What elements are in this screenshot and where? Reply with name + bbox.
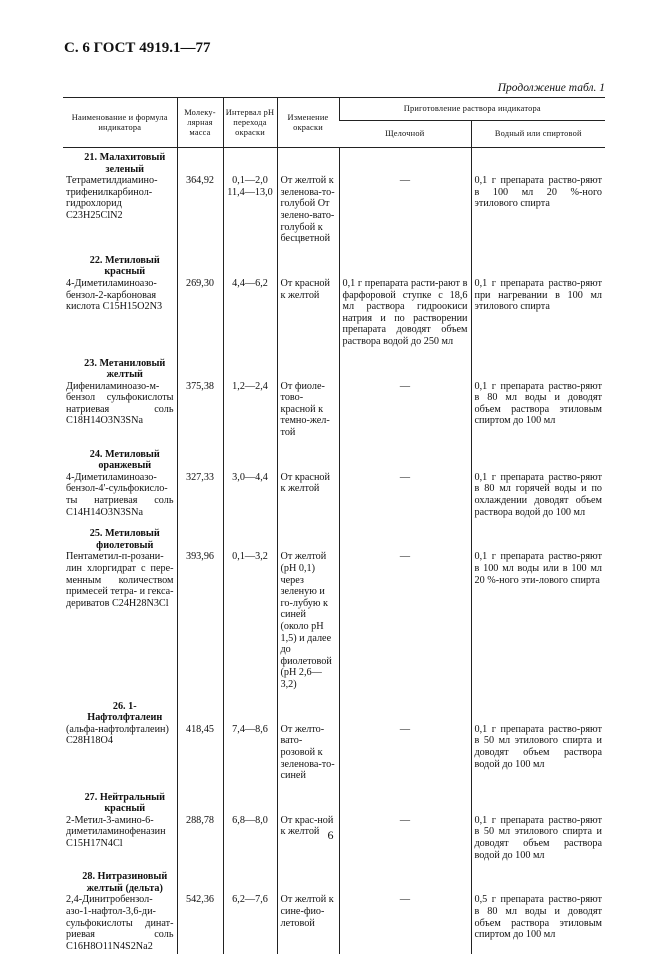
col-header-change: Изменение окраски bbox=[277, 98, 339, 148]
empty-cell bbox=[223, 445, 277, 472]
empty-cell bbox=[339, 697, 471, 724]
empty-cell bbox=[339, 148, 471, 176]
water-alcohol-preparation: 0,1 г препарата раство-ряют в 50 мл этилового спирта и доводят объем раствора водой до 100 мл bbox=[471, 724, 605, 788]
indicator-table bbox=[63, 97, 605, 954]
molecular-mass: 418,45 bbox=[177, 724, 223, 788]
indicator-title-text: 25. Метиловый фиолетовый bbox=[89, 528, 160, 551]
molecular-mass: 375,38 bbox=[177, 381, 223, 445]
ph-interval: 3,0—4,4 bbox=[223, 472, 277, 524]
empty-cell bbox=[339, 524, 471, 551]
table-row-title bbox=[63, 251, 605, 278]
table-row-title bbox=[63, 354, 605, 381]
indicator-title-text: 21. Малахитовый зеленый bbox=[84, 152, 166, 175]
molecular-mass: 288,78 bbox=[177, 815, 223, 867]
indicator-name-formula: Дифениламиноазо-м-бензол сульфокислоты натриевая соль C18H14O3N3SNa bbox=[66, 380, 174, 427]
col-header-name: Наименование и формула индикатора bbox=[63, 98, 177, 148]
page-header: С. 6 ГОСТ 4919.1—77 bbox=[64, 40, 211, 56]
empty-cell bbox=[177, 251, 223, 278]
indicator-title bbox=[63, 354, 177, 381]
empty-cell bbox=[277, 524, 339, 551]
indicator-name-formula: 2,4-Динитробензол-азо-1-нафтол-3,6-ди-сульфокислоты динат-риевая соль C16H8O11N4S2Na2 bbox=[66, 894, 174, 952]
alkaline-preparation: — bbox=[339, 724, 471, 788]
empty-cell bbox=[277, 697, 339, 724]
empty-cell bbox=[277, 445, 339, 472]
empty-cell bbox=[277, 867, 339, 894]
color-change: От желтой к зеленова-то-голубой От зелено-вато-голубой к бесцветной bbox=[277, 175, 339, 251]
empty-cell bbox=[339, 445, 471, 472]
empty-cell bbox=[177, 445, 223, 472]
molecular-mass: 364,92 bbox=[177, 175, 223, 251]
table-row-title bbox=[63, 697, 605, 724]
empty-cell bbox=[177, 524, 223, 551]
col-header-ph: Интервал pH перехода окраски bbox=[223, 98, 277, 148]
table-row bbox=[63, 472, 605, 524]
empty-cell bbox=[471, 148, 605, 176]
empty-cell bbox=[339, 354, 471, 381]
ph-interval: 0,1—2,0 11,4—13,0 bbox=[223, 175, 277, 251]
table-continuation-note: Продолжение табл. 1 bbox=[497, 82, 605, 94]
indicator-title bbox=[63, 251, 177, 278]
water-alcohol-preparation: 0,1 г препарата раство-ряют в 80 мл воды и доводят объем раствора этиловым спиртом до 100 мл bbox=[471, 381, 605, 445]
empty-cell bbox=[223, 788, 277, 815]
empty-cell bbox=[177, 148, 223, 176]
color-change: От крас-ной к желтой bbox=[277, 815, 339, 867]
empty-cell bbox=[177, 697, 223, 724]
water-alcohol-preparation: 0,1 г препарата раство-ряют при нагревании в 100 мл этилового спирта bbox=[471, 278, 605, 354]
table-row-title bbox=[63, 788, 605, 815]
color-change: От желтой к сине-фио-летовой bbox=[277, 894, 339, 954]
indicator-title bbox=[63, 788, 177, 815]
indicator-title bbox=[63, 148, 177, 176]
indicator-title bbox=[63, 445, 177, 472]
indicator-title bbox=[63, 697, 177, 724]
indicator-name-formula: (альфа-нафтолфталеин) C28H18O4 bbox=[66, 723, 169, 747]
indicator-title-text: 26. 1-Нафтолфталеин bbox=[87, 700, 163, 724]
empty-cell bbox=[277, 354, 339, 381]
color-change: От желто-вато-розовой к зеленова-то-синей bbox=[277, 724, 339, 788]
water-alcohol-preparation: 0,5 г препарата раство-ряют в 80 мл воды и доводят объем раствора этиловым спиртом до 100 мл bbox=[471, 894, 605, 954]
empty-cell bbox=[339, 251, 471, 278]
indicator-title-text: 24. Метиловый оранжевый bbox=[89, 448, 160, 472]
ph-interval: 1,2—2,4 bbox=[223, 381, 277, 445]
indicator-name-formula: 4-Диметиламиноазо-бензол-2-карбоновая кислота C15H15O2N3 bbox=[66, 277, 163, 313]
indicator-name-formula: Тетраметилдиамино-трифенилкарбинол-гидрохлорид C23H25ClN2 bbox=[66, 175, 158, 221]
indicator-title bbox=[63, 867, 177, 894]
empty-cell bbox=[177, 354, 223, 381]
color-change: От фиоле-тово-красной к темно-жел-той bbox=[277, 381, 339, 445]
table-row bbox=[63, 381, 605, 445]
table-row-title bbox=[63, 867, 605, 894]
empty-cell bbox=[223, 354, 277, 381]
empty-cell bbox=[277, 251, 339, 278]
empty-cell bbox=[277, 148, 339, 176]
col-header-alkaline: Щелочной bbox=[339, 121, 471, 148]
alkaline-preparation: — bbox=[339, 551, 471, 696]
alkaline-preparation: — bbox=[339, 381, 471, 445]
table-row-title bbox=[63, 445, 605, 472]
empty-cell bbox=[223, 697, 277, 724]
empty-cell bbox=[177, 867, 223, 894]
water-alcohol-preparation: 0,1 г препарата раство-ряют в 100 мл воды или в 100 мл 20 %-ного эти-лового спирта bbox=[471, 551, 605, 696]
alkaline-preparation: — bbox=[339, 815, 471, 867]
empty-cell bbox=[223, 251, 277, 278]
ph-interval: 4,4—6,2 bbox=[223, 278, 277, 354]
indicator-title-text: 23. Метаниловый желтый bbox=[84, 357, 166, 381]
molecular-mass: 393,96 bbox=[177, 551, 223, 696]
col-header-mass: Молеку-лярная масса bbox=[177, 98, 223, 148]
indicator-title bbox=[63, 524, 177, 551]
ph-interval: 7,4—8,6 bbox=[223, 724, 277, 788]
col-header-preparation: Приготовление раствора индикатора bbox=[339, 98, 605, 121]
water-alcohol-preparation: 0,1 г препарата раство-ряют в 80 мл горячей воды и по охлаждении доводят объем раствора водой до 100 мл bbox=[471, 472, 605, 524]
color-change: От красной к желтой bbox=[277, 472, 339, 524]
empty-cell bbox=[223, 148, 277, 176]
page-number: 6 bbox=[327, 828, 334, 842]
empty-cell bbox=[223, 524, 277, 551]
molecular-mass: 542,36 bbox=[177, 894, 223, 954]
table-row bbox=[63, 278, 605, 354]
indicator-name-formula: 4-Диметиламиноазо-бензол-4'-сульфокисло-ты натриевая соль C14H14O3N3SNa bbox=[66, 471, 174, 518]
water-alcohol-preparation: 0,1 г препарата раство-ряют в 100 мл 20 %-ного этилового спирта bbox=[471, 175, 605, 251]
table-row-title bbox=[63, 524, 605, 551]
empty-cell bbox=[223, 867, 277, 894]
indicator-title-text: 22. Метиловый красный bbox=[89, 254, 160, 278]
ph-interval: 6,8—8,0 bbox=[223, 815, 277, 867]
table-row bbox=[63, 894, 605, 954]
color-change: От красной к желтой bbox=[277, 278, 339, 354]
empty-cell bbox=[277, 788, 339, 815]
empty-cell bbox=[471, 445, 605, 472]
indicator-title-text: 28. Нитразиновый желтый (дельта) bbox=[82, 871, 168, 894]
ph-interval: 0,1—3,2 bbox=[223, 551, 277, 696]
table-row bbox=[63, 175, 605, 251]
indicator-name-formula: 2-Метил-3-амино-6-диметиламинофеназин C15H17N4Cl bbox=[66, 814, 166, 850]
table-row bbox=[63, 551, 605, 696]
table-row-title bbox=[63, 148, 605, 176]
alkaline-preparation: — bbox=[339, 472, 471, 524]
alkaline-preparation: — bbox=[339, 894, 471, 954]
indicator-name-formula: Пентаметил-п-розани-лин хлоргидрат с пере-менным количеством примесей тетра- и гекса-дериватов C24H28N3Cl bbox=[66, 551, 174, 609]
col-header-water: Водный или спиртовой bbox=[471, 121, 605, 148]
ph-interval: 6,2—7,6 bbox=[223, 894, 277, 954]
empty-cell bbox=[471, 524, 605, 551]
indicator-title-text: 27. Нейтральный красный bbox=[84, 791, 165, 815]
alkaline-preparation: 0,1 г препарата расти-рают в фарфоровой ступке с 18,6 мл раствора гидроокиси натрия и по растворении препарата доводят объем раствора водой до 250 мл bbox=[339, 278, 471, 354]
empty-cell bbox=[471, 867, 605, 894]
empty-cell bbox=[339, 867, 471, 894]
empty-cell bbox=[471, 788, 605, 815]
table-row bbox=[63, 724, 605, 788]
empty-cell bbox=[177, 788, 223, 815]
empty-cell bbox=[471, 354, 605, 381]
empty-cell bbox=[471, 251, 605, 278]
molecular-mass: 327,33 bbox=[177, 472, 223, 524]
color-change: От желтой (pH 0,1) через зеленую и го-лубую к синей (около pH 1,5) и далее до фиолетовой (pH 2,6—3,2) bbox=[277, 551, 339, 696]
molecular-mass: 269,30 bbox=[177, 278, 223, 354]
alkaline-preparation: — bbox=[339, 175, 471, 251]
water-alcohol-preparation: 0,1 г препарата раство-ряют в 50 мл этилового спирта и доводят объем раствора водой до 100 мл bbox=[471, 815, 605, 867]
empty-cell bbox=[471, 697, 605, 724]
empty-cell bbox=[339, 788, 471, 815]
